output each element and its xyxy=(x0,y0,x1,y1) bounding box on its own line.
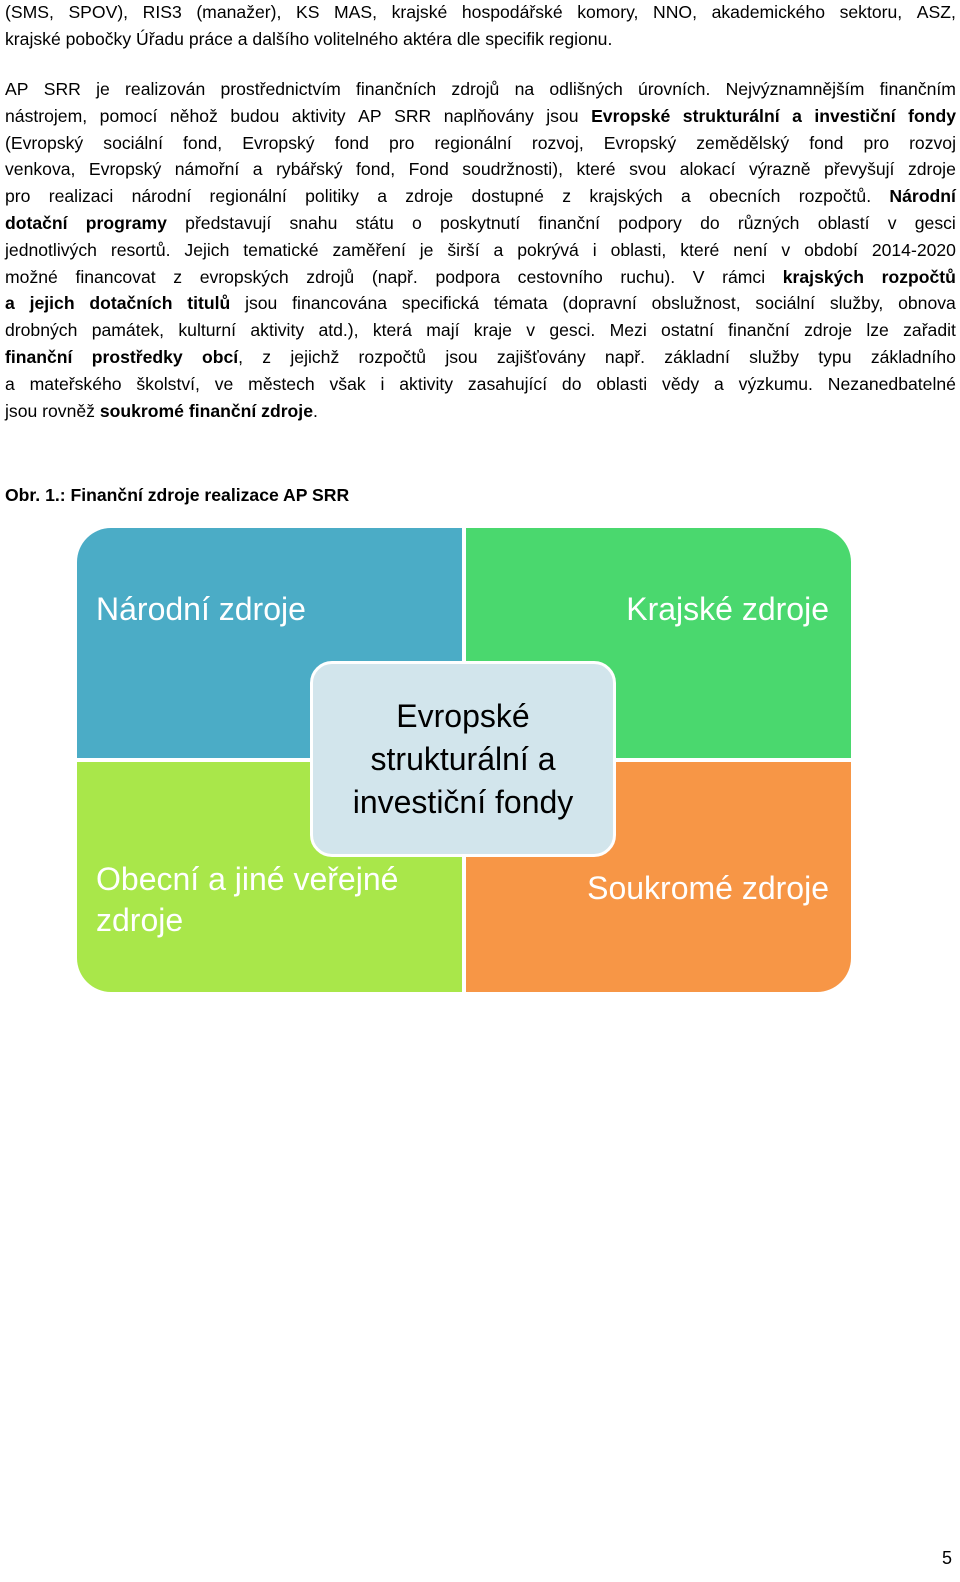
text-line xyxy=(5,156,956,183)
word: do xyxy=(561,373,582,394)
word: politiky xyxy=(305,186,359,207)
word: obslužnost, xyxy=(651,293,741,314)
word: venkova, xyxy=(5,159,76,180)
word: převyšují xyxy=(824,159,895,180)
word: ve xyxy=(214,373,234,394)
word: regionální xyxy=(209,186,287,207)
word: krajských xyxy=(589,186,663,207)
word: realizaci xyxy=(48,186,114,207)
word: programy xyxy=(85,212,167,233)
intro-paragraph xyxy=(5,0,956,53)
center-esif-label: Evropské strukturální a investiční fondy xyxy=(352,697,574,820)
word: odlišných xyxy=(549,79,623,99)
word: 2014-2020 xyxy=(871,239,956,260)
word: a xyxy=(792,105,802,126)
word: v xyxy=(887,212,897,233)
word: je xyxy=(419,239,434,260)
word: mají xyxy=(426,320,460,341)
text-line xyxy=(5,398,956,425)
word: městech xyxy=(248,373,315,394)
word: je xyxy=(96,79,110,99)
word: akademického xyxy=(711,2,826,22)
word: základní xyxy=(664,346,730,367)
word: zdroje xyxy=(804,320,853,341)
word: finanční xyxy=(728,320,790,341)
label-national-sources: Národní zdroje xyxy=(96,591,306,627)
word: různých xyxy=(737,212,800,233)
word xyxy=(202,344,243,371)
word: pro xyxy=(5,186,31,207)
word: památek, xyxy=(91,320,165,341)
label-private-sources: Soukromé zdroje xyxy=(587,870,829,906)
word: dotační xyxy=(5,212,68,233)
word: krajských xyxy=(782,266,864,287)
text-line xyxy=(5,290,956,317)
word: období xyxy=(804,239,858,260)
word: komory, xyxy=(577,2,639,22)
word: rozpočtů xyxy=(881,266,956,287)
word: výzkumu. xyxy=(738,373,813,394)
word: (dopravní xyxy=(562,293,637,314)
word: možné xyxy=(5,266,58,287)
word: z xyxy=(562,186,572,207)
word: a xyxy=(5,373,15,394)
word: rozvoj, xyxy=(531,132,584,153)
text-line xyxy=(5,183,956,210)
text-line xyxy=(5,344,956,371)
word: Nejvýznamnějším xyxy=(725,79,865,99)
word: oblasti, xyxy=(610,239,667,260)
word: (SMS, xyxy=(5,2,54,22)
word: v xyxy=(526,320,536,341)
word: , xyxy=(238,346,244,367)
word: jejich xyxy=(29,293,75,314)
word: jsou xyxy=(546,105,579,126)
word: fond xyxy=(334,132,369,153)
word: není xyxy=(733,239,768,260)
word: soudržnosti), xyxy=(462,159,563,180)
word: podpory xyxy=(618,212,682,233)
word: aktivity xyxy=(291,105,346,126)
word: tematické xyxy=(243,239,319,260)
word: (např. xyxy=(371,266,418,287)
word: ASZ, xyxy=(916,2,956,22)
word: mateřského xyxy=(29,373,122,394)
word: AP xyxy=(358,105,382,126)
word: jsou xyxy=(245,293,278,314)
word: resortů. xyxy=(110,239,171,260)
text-segment: . xyxy=(312,400,318,421)
word: které xyxy=(680,239,720,260)
label-regional-sources: Krajské zdroje xyxy=(626,591,829,627)
word: typu xyxy=(818,346,852,367)
word: širší xyxy=(447,239,480,260)
word: Fond xyxy=(408,159,449,180)
word: zajišťovány xyxy=(496,346,586,367)
word: Jejich xyxy=(184,239,230,260)
word: obecních xyxy=(709,186,781,207)
word: státu xyxy=(355,212,394,233)
word: obcí xyxy=(201,346,239,367)
word: Mezi xyxy=(609,320,647,341)
word: Evropský xyxy=(242,132,315,153)
word: služby xyxy=(749,346,799,367)
word: školství, xyxy=(136,373,200,394)
word: oblastí xyxy=(817,212,870,233)
word: výrazně xyxy=(748,159,811,180)
word: titulů xyxy=(187,293,231,314)
word: atd.), xyxy=(318,320,359,341)
word: finančním xyxy=(879,79,956,99)
word: zasahující xyxy=(467,373,548,394)
text-segment: jsou rovněž xyxy=(5,400,100,421)
word: specifická xyxy=(401,293,480,314)
text-line xyxy=(5,76,956,103)
word: realizován xyxy=(125,79,206,99)
text-line xyxy=(5,264,956,291)
word: a xyxy=(252,159,263,180)
word: finanční xyxy=(538,212,601,233)
word: zdroje xyxy=(405,186,454,207)
word: cestovního xyxy=(517,266,603,287)
word: námořní xyxy=(174,159,240,180)
word: Evropský xyxy=(88,159,162,180)
word: krajské xyxy=(391,2,448,22)
word: jednotlivých xyxy=(5,239,97,260)
word: vědy xyxy=(662,373,700,394)
word: naplňovány xyxy=(443,105,534,126)
text-line xyxy=(5,130,956,157)
page-number: 5 xyxy=(941,1548,952,1568)
word: jejichž xyxy=(290,346,340,367)
word: představují xyxy=(185,212,272,233)
word: SPOV), xyxy=(68,2,129,22)
word: hospodářské xyxy=(461,2,563,22)
word: sociální xyxy=(103,132,163,153)
word: pokrývá xyxy=(517,239,579,260)
text-line xyxy=(5,371,956,398)
word: kulturní xyxy=(178,320,237,341)
text-segment: krajské pobočky Úřadu práce a dalšího volitelného aktéra dle specifik regionu. xyxy=(5,28,613,49)
word: sektoru, xyxy=(839,2,903,22)
word: RIS3 xyxy=(142,2,182,22)
word: zaměření xyxy=(332,239,406,260)
word: snahu xyxy=(289,212,338,233)
label-municipal-sources: Obecní a jiné veřejné zdroje xyxy=(96,861,399,938)
word: pro xyxy=(389,132,415,153)
word: ruchu). xyxy=(620,266,676,287)
word: pro xyxy=(863,132,889,153)
word: kraje xyxy=(473,320,512,341)
word: lze xyxy=(866,320,889,341)
word: a xyxy=(493,239,504,260)
word: strukturální xyxy=(682,105,780,126)
word: fondy xyxy=(908,105,956,126)
word: aktivity xyxy=(399,373,454,394)
word: zdroje xyxy=(907,159,956,180)
text-line xyxy=(5,317,956,344)
word: rozvoj xyxy=(909,132,956,153)
word: drobných xyxy=(5,320,78,341)
word: Národní xyxy=(889,186,956,207)
word: svou xyxy=(629,159,667,180)
word: i xyxy=(380,373,385,394)
word: fond, xyxy=(356,159,396,180)
word: nástrojem, xyxy=(5,105,88,126)
word: o xyxy=(411,212,422,233)
text-segment: soukromé finanční zdroje xyxy=(99,400,313,421)
word: z xyxy=(262,346,272,367)
word: gesci. xyxy=(549,320,596,341)
word: a xyxy=(377,186,387,207)
word: zdrojů xyxy=(306,266,355,287)
word: KS xyxy=(295,2,320,22)
word: financována xyxy=(292,293,388,314)
word: aktivity xyxy=(250,320,305,341)
word: investiční xyxy=(814,105,896,126)
word: MAS, xyxy=(334,2,378,22)
word: rybářský xyxy=(276,159,343,180)
text-line xyxy=(5,237,956,264)
word: národní xyxy=(131,186,192,207)
word: regionální xyxy=(434,132,512,153)
word: zemědělský xyxy=(696,132,790,153)
word: rozpočtů. xyxy=(798,186,872,207)
word: (manažer), xyxy=(196,2,282,22)
word: zařadit xyxy=(903,320,956,341)
word: gesci xyxy=(914,212,956,233)
word: něhož xyxy=(169,105,218,126)
word: prostředky xyxy=(91,346,183,367)
word: rozpočtů xyxy=(358,346,427,367)
text-line xyxy=(5,0,956,26)
word: Nezanedbatelné xyxy=(827,373,956,394)
word: jsou xyxy=(445,346,478,367)
word: sociální xyxy=(755,293,816,314)
word: SRR xyxy=(394,105,432,126)
word: podpora xyxy=(435,266,501,287)
word: však xyxy=(329,373,366,394)
text-line xyxy=(5,210,956,237)
funding-sources-diagram xyxy=(77,528,851,992)
word: financovat xyxy=(75,266,156,287)
word: i xyxy=(592,239,597,260)
word: základního xyxy=(870,346,956,367)
word: finančních xyxy=(355,79,437,99)
figure-caption: Obr. 1.: Finanční zdroje realizace AP SRR xyxy=(5,485,350,505)
word: služby, xyxy=(829,293,884,314)
word: témata xyxy=(493,293,548,314)
word: alokací xyxy=(679,159,736,180)
word: AP xyxy=(5,79,29,99)
word: Evropské xyxy=(591,105,671,126)
word: do xyxy=(700,212,720,233)
word: fond xyxy=(809,132,844,153)
word: ostatní xyxy=(661,320,714,341)
word: finanční xyxy=(5,346,73,367)
word: budou xyxy=(230,105,280,126)
word: dotačních xyxy=(89,293,173,314)
word: z xyxy=(173,266,183,287)
word: která xyxy=(372,320,412,341)
word: a xyxy=(714,373,724,394)
word: Evropský xyxy=(603,132,677,153)
word: evropských xyxy=(199,266,289,287)
word: fond, xyxy=(183,132,223,153)
word: poskytnutí xyxy=(439,212,521,233)
word: obnova xyxy=(898,293,956,314)
word: které xyxy=(576,159,616,180)
word: rámci xyxy=(722,266,766,287)
word: prostřednictvím xyxy=(220,79,341,99)
word: V xyxy=(692,266,705,287)
center-esif-box xyxy=(310,661,616,857)
word: např. xyxy=(604,346,646,367)
word: a xyxy=(680,186,691,207)
word: a xyxy=(5,293,15,314)
word: (Evropský xyxy=(5,132,84,153)
word: SRR xyxy=(43,79,81,99)
word: na xyxy=(514,79,535,99)
word: pomocí xyxy=(99,105,158,126)
text-line xyxy=(5,103,956,130)
funding-sources-paragraph xyxy=(5,76,956,424)
word: oblasti xyxy=(596,373,648,394)
word: NNO, xyxy=(653,2,697,22)
word: úrovních. xyxy=(637,79,711,99)
word: zdrojů xyxy=(451,79,500,99)
text-line xyxy=(5,26,956,53)
word: dostupné xyxy=(471,186,544,207)
word: v xyxy=(781,239,791,260)
